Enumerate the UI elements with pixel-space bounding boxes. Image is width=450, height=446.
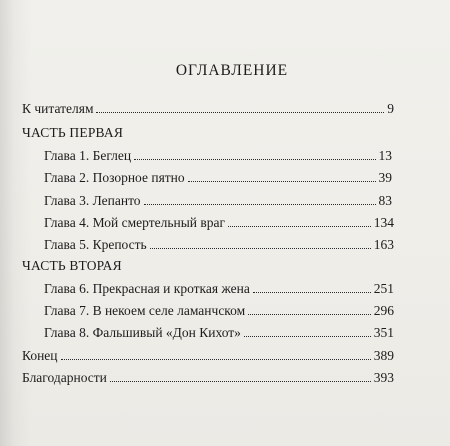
dot-leader xyxy=(96,112,384,113)
dot-leader xyxy=(110,381,371,382)
dot-leader xyxy=(61,359,371,360)
toc-entry xyxy=(44,302,394,319)
toc-entry-label: Глава 4. Мой смертельный враг xyxy=(44,215,226,230)
part-heading: ЧАСТЬ ВТОРАЯ xyxy=(22,258,122,273)
toc-entry-label: Глава 6. Прекрасная и кроткая жена xyxy=(44,281,250,296)
dot-leader xyxy=(253,292,371,293)
toc-entry-page: 351 xyxy=(373,325,394,340)
toc-entry xyxy=(22,100,394,117)
toc-entry-label: К читателям xyxy=(22,101,94,116)
toc-title: ОГЛАВЛЕНИЕ xyxy=(175,62,289,79)
dot-leader xyxy=(144,204,376,205)
toc-entry-page: 83 xyxy=(378,193,392,208)
toc-entry xyxy=(44,147,392,164)
toc-entry-label: Конец xyxy=(22,348,58,363)
toc-entry xyxy=(22,347,394,364)
toc-entry-label: Глава 7. В некоем селе ламанчском xyxy=(44,303,246,318)
toc-entry-page: 9 xyxy=(387,101,394,116)
toc-entry xyxy=(44,324,394,341)
dot-leader xyxy=(188,181,376,182)
toc-entry-label: Глава 8. Фальшивый «Дон Кихот» xyxy=(44,325,241,340)
dot-leader xyxy=(244,336,371,337)
toc-entry-page: 393 xyxy=(373,370,394,385)
toc-entry-page: 296 xyxy=(373,303,394,318)
toc-entry-page: 251 xyxy=(373,281,394,296)
dot-leader xyxy=(150,248,371,249)
toc-entry-page: 39 xyxy=(378,170,392,185)
toc-entry xyxy=(44,236,394,253)
dot-leader xyxy=(248,314,371,315)
toc-entry-page: 389 xyxy=(373,348,394,363)
toc-entry xyxy=(22,369,394,386)
toc-entry xyxy=(44,280,394,297)
toc-entry-label: Благодарности xyxy=(22,370,107,385)
toc-entry xyxy=(44,192,392,209)
toc-entry xyxy=(44,214,394,231)
toc-entry-page: 134 xyxy=(373,215,394,230)
toc-entry-label: Глава 1. Беглец xyxy=(44,148,132,163)
dot-leader xyxy=(228,226,371,227)
toc-entry-label: Глава 3. Лепанто xyxy=(44,193,141,208)
toc-entry-label: Глава 2. Позорное пятно xyxy=(44,170,185,185)
toc-entry-label: Глава 5. Крепость xyxy=(44,237,147,252)
toc-entry xyxy=(44,169,392,186)
toc-entry-page: 163 xyxy=(373,237,394,252)
toc-entry-page: 13 xyxy=(378,148,392,163)
part-heading: ЧАСТЬ ПЕРВАЯ xyxy=(22,125,124,140)
dot-leader xyxy=(134,159,375,160)
